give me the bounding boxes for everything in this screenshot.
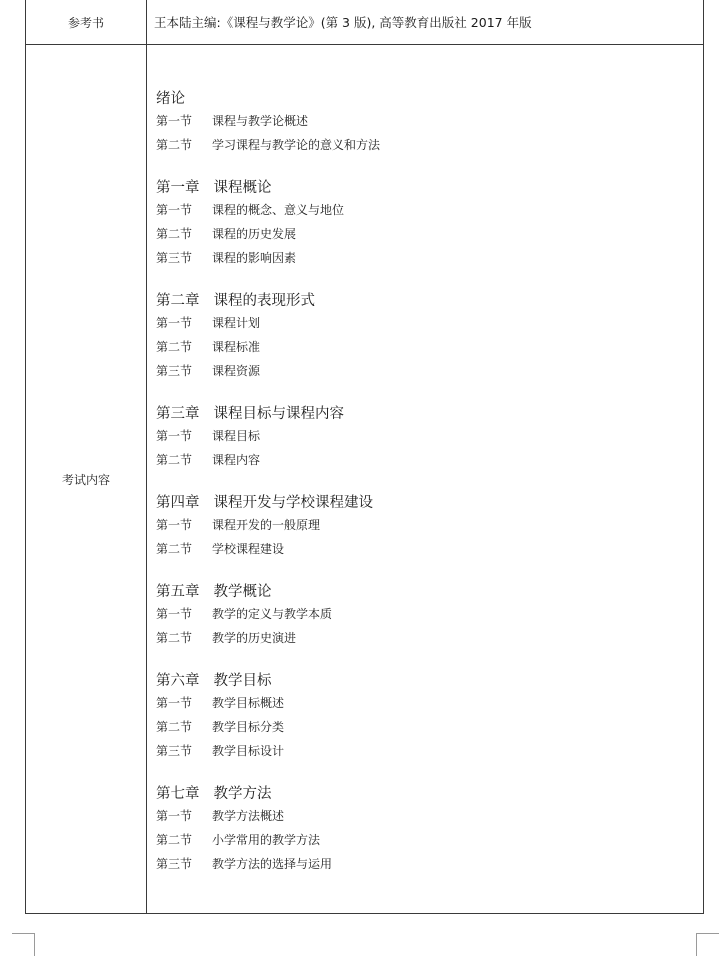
chapter-group bbox=[156, 89, 703, 157]
chapter-number: 第五章 bbox=[156, 583, 200, 600]
section-item bbox=[156, 246, 703, 270]
section-item bbox=[156, 109, 703, 133]
section-number: 第二节 bbox=[156, 137, 193, 152]
section-number: 第一节 bbox=[156, 428, 193, 443]
section-title: 课程标准 bbox=[212, 339, 261, 354]
section-number: 第二节 bbox=[156, 226, 193, 241]
section-item bbox=[156, 739, 703, 763]
section-item bbox=[156, 448, 703, 472]
section-number: 第一节 bbox=[156, 808, 193, 823]
chapter-heading bbox=[156, 582, 703, 602]
chapter-name: 课程开发与学校课程建设 bbox=[213, 494, 373, 511]
chapter-group bbox=[156, 404, 703, 472]
section-title: 学校课程建设 bbox=[212, 541, 285, 556]
section-title: 课程目标 bbox=[212, 428, 261, 443]
chapter-group bbox=[156, 493, 703, 561]
section-title: 课程的概念、意义与地位 bbox=[212, 202, 345, 217]
section-number: 第二节 bbox=[156, 541, 193, 556]
section-number: 第一节 bbox=[156, 606, 193, 621]
section-title: 课程开发的一般原理 bbox=[212, 517, 321, 532]
section-title: 教学目标设计 bbox=[212, 743, 285, 758]
chapter-name: 教学概论 bbox=[213, 583, 272, 600]
section-number: 第一节 bbox=[156, 517, 193, 532]
section-item bbox=[156, 852, 703, 876]
section-number: 第二节 bbox=[156, 452, 193, 467]
page-corner-mark-right bbox=[696, 933, 719, 956]
section-item bbox=[156, 424, 703, 448]
exam-content-label: 考试内容 bbox=[26, 45, 147, 914]
section-title: 课程与教学论概述 bbox=[212, 113, 309, 128]
section-number: 第一节 bbox=[156, 315, 193, 330]
reference-book-value: 王本陆主编:《课程与教学论》(第 3 版), 高等教育出版社 2017 年版 bbox=[147, 0, 704, 45]
chapter-number: 绪论 bbox=[156, 90, 185, 107]
section-item bbox=[156, 222, 703, 246]
chapter-name: 课程概论 bbox=[213, 179, 272, 196]
chapter-name: 课程的表现形式 bbox=[213, 292, 315, 309]
section-number: 第一节 bbox=[156, 695, 193, 710]
chapter-group bbox=[156, 291, 703, 383]
chapter-heading bbox=[156, 89, 703, 109]
chapter-name: 教学目标 bbox=[213, 672, 272, 689]
chapter-number: 第七章 bbox=[156, 785, 200, 802]
chapter-number: 第六章 bbox=[156, 672, 200, 689]
chapter-number: 第四章 bbox=[156, 494, 200, 511]
section-item bbox=[156, 804, 703, 828]
reference-book-row bbox=[26, 0, 704, 45]
section-item bbox=[156, 311, 703, 335]
section-item bbox=[156, 335, 703, 359]
chapter-group bbox=[156, 784, 703, 876]
section-number: 第三节 bbox=[156, 743, 193, 758]
section-title: 教学的定义与教学本质 bbox=[212, 606, 333, 621]
section-number: 第二节 bbox=[156, 339, 193, 354]
section-number: 第三节 bbox=[156, 856, 193, 871]
section-title: 课程内容 bbox=[212, 452, 261, 467]
section-title: 课程资源 bbox=[212, 363, 261, 378]
section-number: 第二节 bbox=[156, 630, 193, 645]
section-title: 教学方法的选择与运用 bbox=[212, 856, 333, 871]
section-item bbox=[156, 828, 703, 852]
chapter-number: 第一章 bbox=[156, 179, 200, 196]
reference-book-label: 参考书 bbox=[26, 0, 147, 45]
section-item bbox=[156, 537, 703, 561]
chapter-heading bbox=[156, 291, 703, 311]
chapter-number: 第三章 bbox=[156, 405, 200, 422]
section-title: 教学目标分类 bbox=[212, 719, 285, 734]
section-item bbox=[156, 691, 703, 715]
section-title: 课程的历史发展 bbox=[212, 226, 297, 241]
chapter-heading bbox=[156, 178, 703, 198]
chapter-group bbox=[156, 582, 703, 650]
chapter-heading bbox=[156, 404, 703, 424]
section-number: 第三节 bbox=[156, 250, 193, 265]
section-number: 第一节 bbox=[156, 202, 193, 217]
section-item bbox=[156, 133, 703, 157]
section-item bbox=[156, 359, 703, 383]
section-number: 第二节 bbox=[156, 719, 193, 734]
chapter-name: 课程目标与课程内容 bbox=[213, 405, 344, 422]
section-title: 教学方法概述 bbox=[212, 808, 285, 823]
section-title: 学习课程与教学论的意义和方法 bbox=[212, 137, 381, 152]
section-item bbox=[156, 602, 703, 626]
section-title: 教学目标概述 bbox=[212, 695, 285, 710]
section-number: 第二节 bbox=[156, 832, 193, 847]
chapter-group bbox=[156, 178, 703, 270]
chapter-list bbox=[156, 89, 703, 876]
section-title: 课程计划 bbox=[212, 315, 261, 330]
chapter-heading bbox=[156, 493, 703, 513]
section-item bbox=[156, 626, 703, 650]
chapter-group bbox=[156, 671, 703, 763]
section-number: 第一节 bbox=[156, 113, 193, 128]
section-title: 课程的影响因素 bbox=[212, 250, 297, 265]
section-item bbox=[156, 715, 703, 739]
chapter-name: 教学方法 bbox=[213, 785, 272, 802]
section-item bbox=[156, 198, 703, 222]
section-number: 第三节 bbox=[156, 363, 193, 378]
exam-content-row bbox=[26, 45, 704, 914]
exam-content-cell bbox=[147, 45, 704, 914]
section-title: 教学的历史演进 bbox=[212, 630, 297, 645]
section-item bbox=[156, 513, 703, 537]
chapter-number: 第二章 bbox=[156, 292, 200, 309]
section-title: 小学常用的教学方法 bbox=[212, 832, 321, 847]
chapter-heading bbox=[156, 784, 703, 804]
syllabus-table bbox=[25, 0, 704, 914]
page-corner-mark-left bbox=[12, 933, 35, 956]
chapter-heading bbox=[156, 671, 703, 691]
